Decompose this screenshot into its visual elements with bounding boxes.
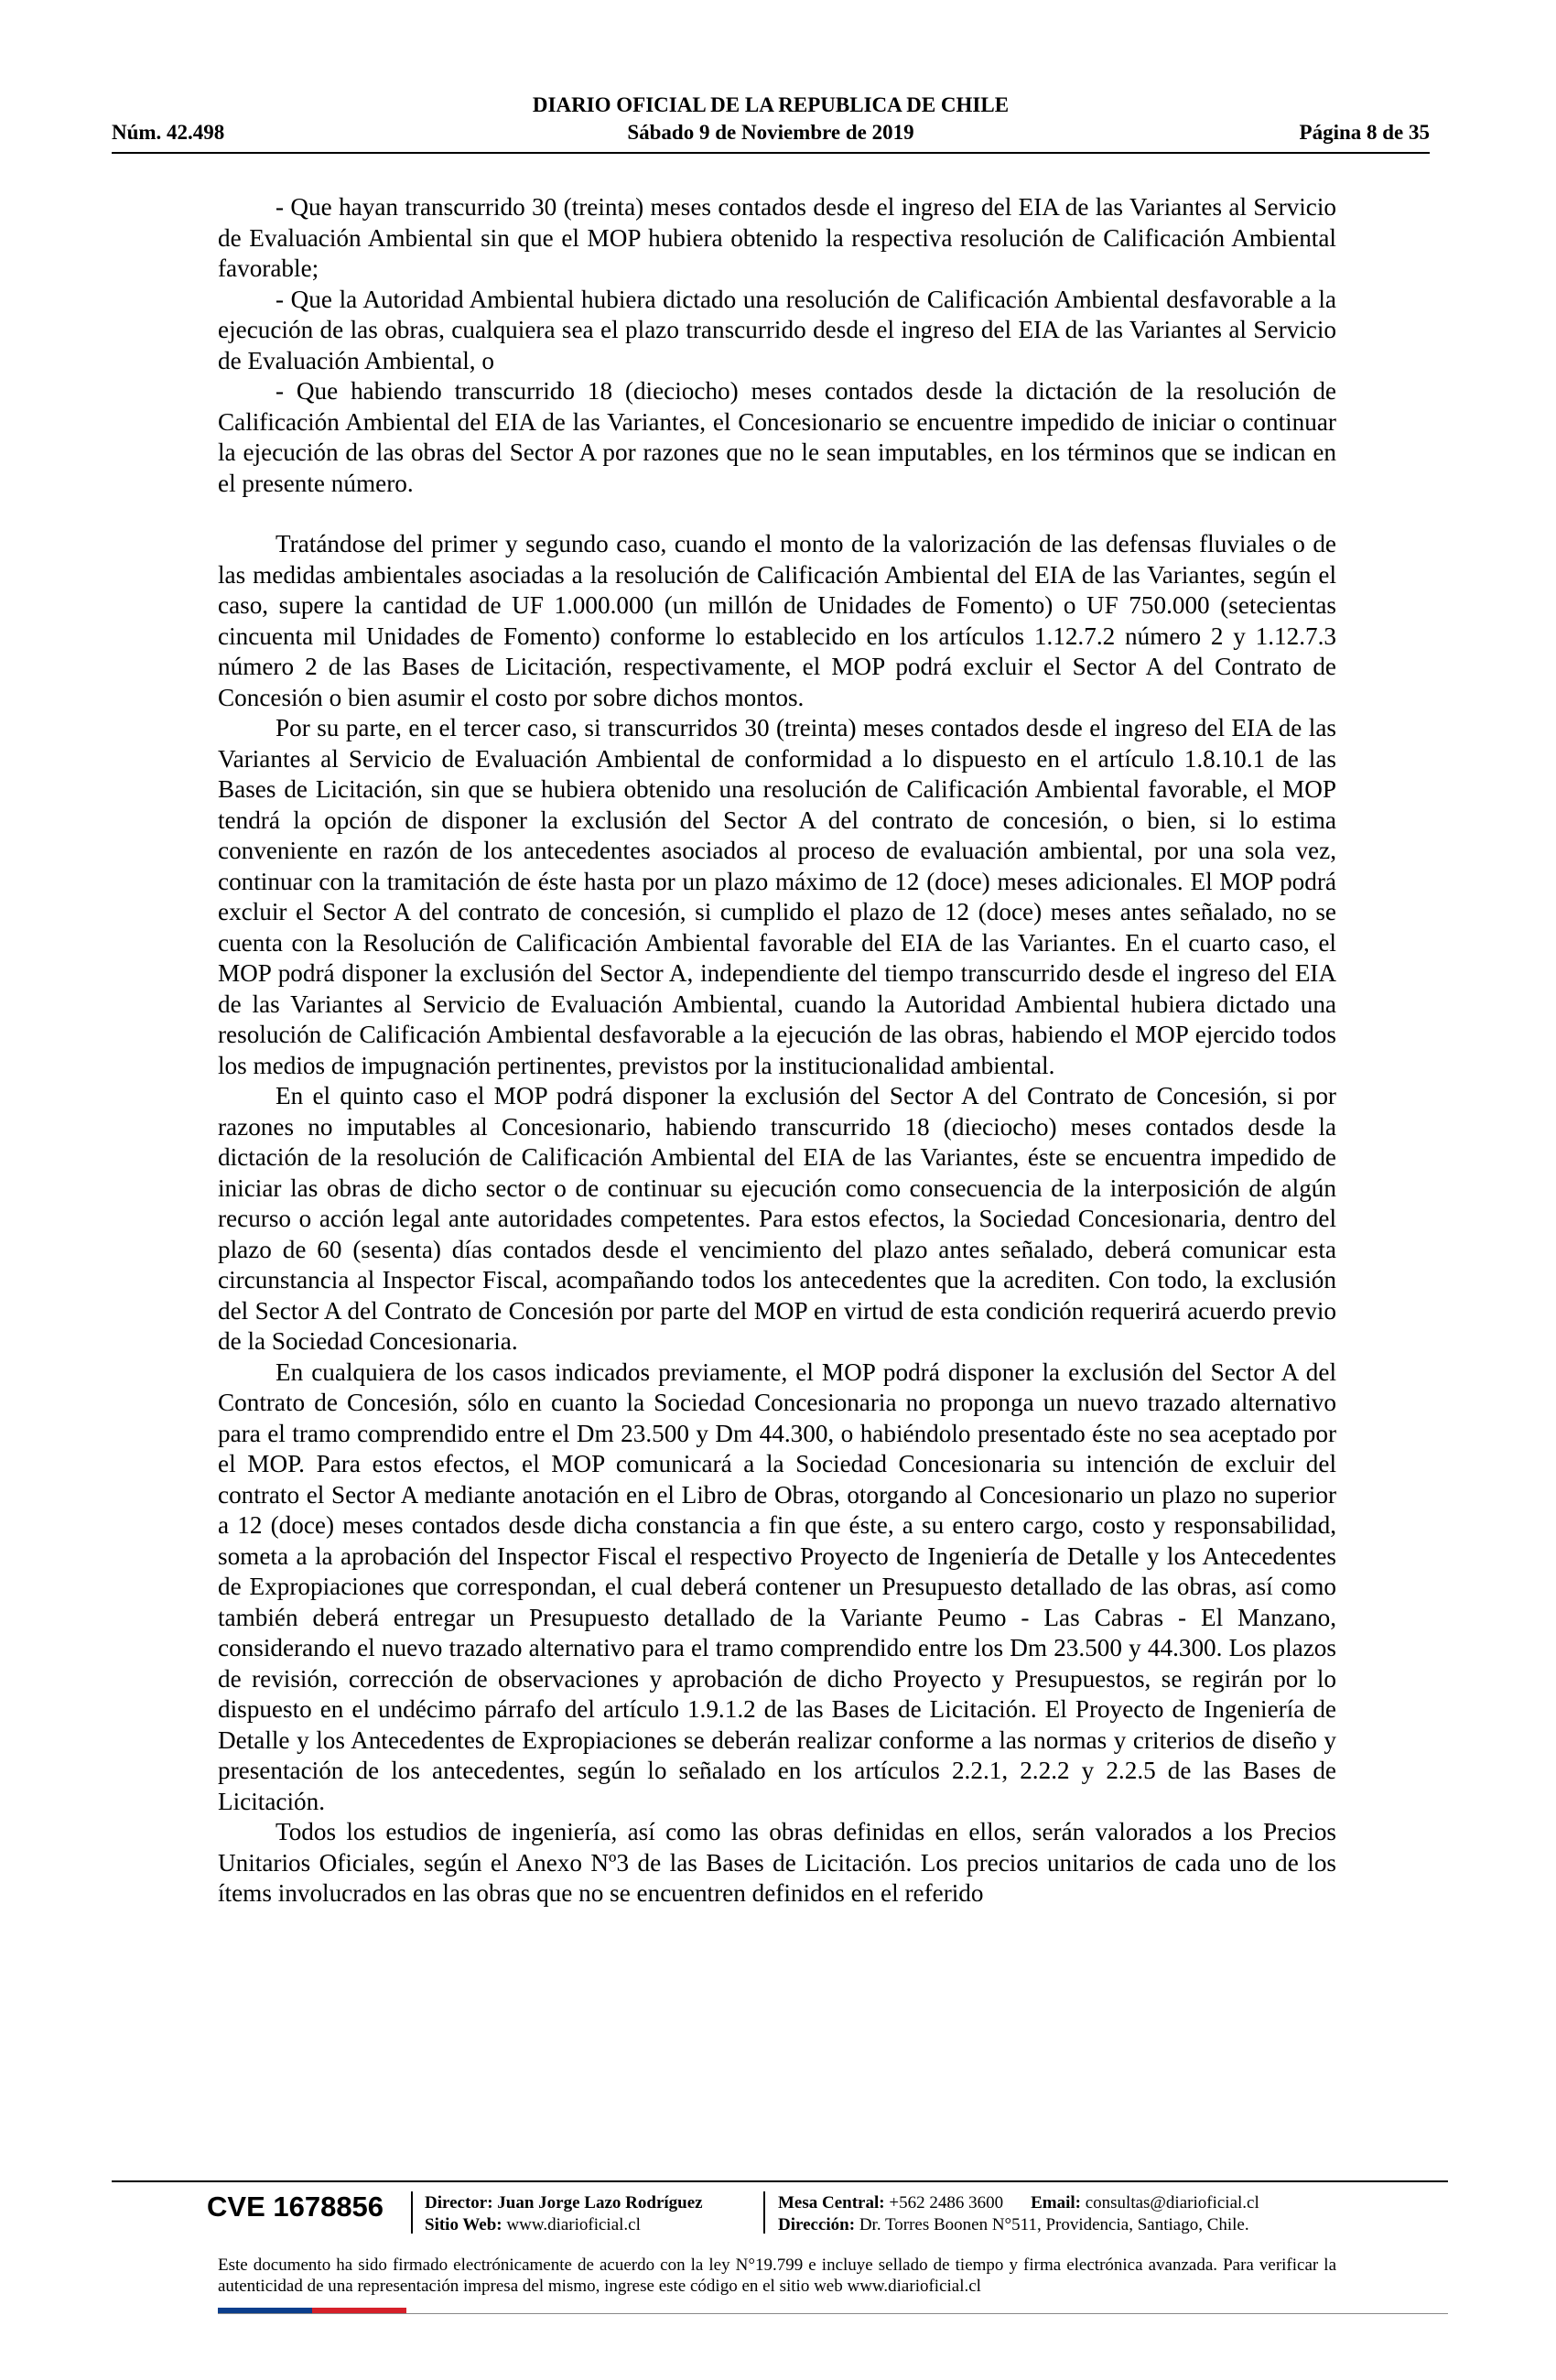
- page-number: Página 8 de 35: [1299, 121, 1430, 144]
- header-divider: [112, 152, 1430, 154]
- email-link[interactable]: consultas@diarioficial.cl: [1085, 2193, 1259, 2212]
- paragraph: En cualquiera de los casos indicados previamente, el MOP podrá disponer la exclusión del Sector A del Contrato de Concesión, sólo en cuanto la Sociedad Concesionaria no proponga un nuevo trazado alternativo para el tramo comprendido entre el Dm 23.500 y Dm 44.300, o habiéndolo presentado éste no sea aceptado por el MOP. Para estos efectos, el MOP comunicará a la Sociedad Concesionaria su intención de excluir del contrato el Sector A mediante anotación en el Libro de Obras, otorgando al Concesionario un plazo no superior a 12 (doce) meses contados desde dicha constancia a fin que éste, a su entero cargo, costo y responsabilidad, someta a la aprobación del Inspector Fiscal el respectivo Proyecto de Ingeniería de Detalle y los Antecedentes de Expropiaciones que correspondan, el cual deberá contener un Presupuesto detallado de las obras, así como también deberá entregar un Presupuesto detallado de la Variante Peumo - Las Cabras - El Manzano, considerando el nuevo trazado alternativo para el tramo comprendido entre los Dm 23.500 y 44.300. Los plazos de revisión, corrección de observaciones y aprobación de dicho Proyecto y Presupuestos, se regirán por lo dispuesto en el undécimo párrafo del artículo 1.9.1.2 de las Bases de Licitación. El Proyecto de Ingeniería de Detalle y los Antecedentes de Expropiaciones se deberán realizar conforme a las normas y criterios de diseño y presentación de los antecedentes, según lo señalado en los artículos 2.2.1, 2.2.2 y 2.2.5 de las Bases de Licitación.: [218, 1358, 1336, 1815]
- page-header: [112, 92, 1430, 148]
- director-name: Juan Jorge Lazo Rodríguez: [497, 2193, 703, 2212]
- address-label: Dirección:: [778, 2215, 856, 2234]
- site-label: Sitio Web:: [425, 2215, 502, 2234]
- paragraph: Todos los estudios de ingeniería, así como las obras definidas en ellos, serán valorados a los Precios Unitarios Oficiales, según el Anexo Nº3 de las Bases de Licitación. Los precios unitarios de cada uno de los ítems involucrados en las obras que no se encuentren definidos en el referido: [218, 1818, 1336, 1907]
- issue-number: Núm. 42.498: [112, 121, 225, 144]
- document-body: [218, 192, 1336, 1909]
- director-label: Director:: [425, 2193, 493, 2212]
- footer-director-block: [425, 2192, 703, 2236]
- paragraph: Por su parte, en el tercer caso, si transcurridos 30 (treinta) meses contados desde el ingreso del EIA de las Variantes al Servicio de Evaluación Ambiental de conformidad a lo dispuesto en el artículo 1.8.10.1 de las Bases de Licitación, sin que se hubiera obtenido una resolución de Calificación Ambiental favorable, el MOP tendrá la opción de disponer la exclusión del Sector A del contrato de concesión, o bien, si lo estima conveniente en razón de los antecedentes asociados al proceso de evaluación ambiental, por una sola vez, continuar con la tramitación de éste hasta por un plazo máximo de 12 (doce) meses adicionales. El MOP podrá excluir el Sector A del contrato de concesión, si cumplido el plazo de 12 (doce) meses antes señalado, no se cuenta con la Resolución de Calificación Ambiental favorable del EIA de las Variantes. En el cuarto caso, el MOP podrá disponer la exclusión del Sector A, independiente del tiempo transcurrido desde el ingreso del EIA de las Variantes al Servicio de Evaluación Ambiental, cuando la Autoridad Ambiental hubiera dictado una resolución de Calificación Ambiental desfavorable a la ejecución de las obras, habiendo el MOP ejercido todos los medios de impugnación pertinentes, previstos por la institucionalidad ambiental.: [218, 714, 1336, 1079]
- paragraph: Tratándose del primer y segundo caso, cuando el monto de la valorización de las defensas fluviales o de las medidas ambientales asociadas a la resolución de Calificación Ambiental del EIA de las Variantes, según el caso, supere la cantidad de UF 1.000.000 (un millón de Unidades de Fomento) o UF 750.000 (setecientas cincuenta mil Unidades de Fomento) conforme lo establecido en los artículos 1.12.7.2 número 2 y 1.12.7.3 número 2 de las Bases de Licitación, respectivamente, el MOP podrá excluir el Sector A del Contrato de Concesión o bien asumir el costo por sobre dichos montos.: [218, 530, 1336, 711]
- address-value: Dr. Torres Boonen N°511, Providencia, Santiago, Chile.: [859, 2215, 1249, 2234]
- footer-separator: [411, 2191, 413, 2234]
- cve-code: CVE 1678856: [207, 2191, 384, 2223]
- phone-label: Mesa Central:: [778, 2193, 885, 2212]
- site-link[interactable]: www.diarioficial.cl: [506, 2215, 641, 2234]
- legal-notice: Este documento ha sido firmado electrónicamente de acuerdo con la ley N°19.799 e incluye sellado de tiempo y firma electrónica avanzada. Para verificar la autenticidad de una representación impresa del mismo, ingrese este código en el sitio web www.diarioficial.cl: [218, 2256, 1336, 2296]
- footer-divider: [112, 2180, 1448, 2182]
- paragraph: En el quinto caso el MOP podrá disponer la exclusión del Sector A del Contrato de Concesión, si por razones no imputables al Concesionario, habiendo transcurrido 18 (dieciocho) meses contados desde la dictación de la resolución de Calificación Ambiental del EIA de las Variantes, éste se encuentra impedido de iniciar las obras de dicho sector o de continuar su ejecución como consecuencia de la interposición de algún recurso o acción legal ante autoridades competentes. Para estos efectos, la Sociedad Concesionaria, dentro del plazo de 60 (sesenta) días contados desde el vencimiento del plazo antes señalado, deberá comunicar esta circunstancia al Inspector Fiscal, acompañando todos los antecedentes que la acrediten. Con todo, la exclusión del Sector A del Contrato de Concesión por parte del MOP en virtud de esta condición requerirá acuerdo previo de la Sociedad Concesionaria.: [218, 1082, 1336, 1355]
- footer-separator: [763, 2191, 765, 2234]
- paragraph: - Que hayan transcurrido 30 (treinta) meses contados desde el ingreso del EIA de las Variantes al Servicio de Evaluación Ambiental sin que el MOP hubiera obtenido la respectiva resolución de Calificación Ambiental favorable;: [218, 193, 1336, 282]
- publication-title: DIARIO OFICIAL DE LA REPUBLICA DE CHILE: [532, 93, 1010, 116]
- bottom-divider: [218, 2313, 1448, 2314]
- email-label: Email:: [1031, 2193, 1081, 2212]
- issue-date: Sábado 9 de Noviembre de 2019: [627, 121, 914, 144]
- paragraph: - Que habiendo transcurrido 18 (dieciocho) meses contados desde la dictación de la resolución de Calificación Ambiental del EIA de las Variantes, el Concesionario se encuentre impedido de iniciar o continuar la ejecución de las obras del Sector A por razones que no le sean imputables, en los términos que se indican en el presente número.: [218, 377, 1336, 497]
- phone-value: +562 2486 3600: [889, 2193, 1004, 2212]
- footer-contact-block: [778, 2192, 1259, 2236]
- paragraph: - Que la Autoridad Ambiental hubiera dictado una resolución de Calificación Ambiental desfavorable a la ejecución de las obras, cualquiera sea el plazo transcurrido desde el ingreso del EIA de las Variantes al Servicio de Evaluación Ambiental, o: [218, 285, 1336, 374]
